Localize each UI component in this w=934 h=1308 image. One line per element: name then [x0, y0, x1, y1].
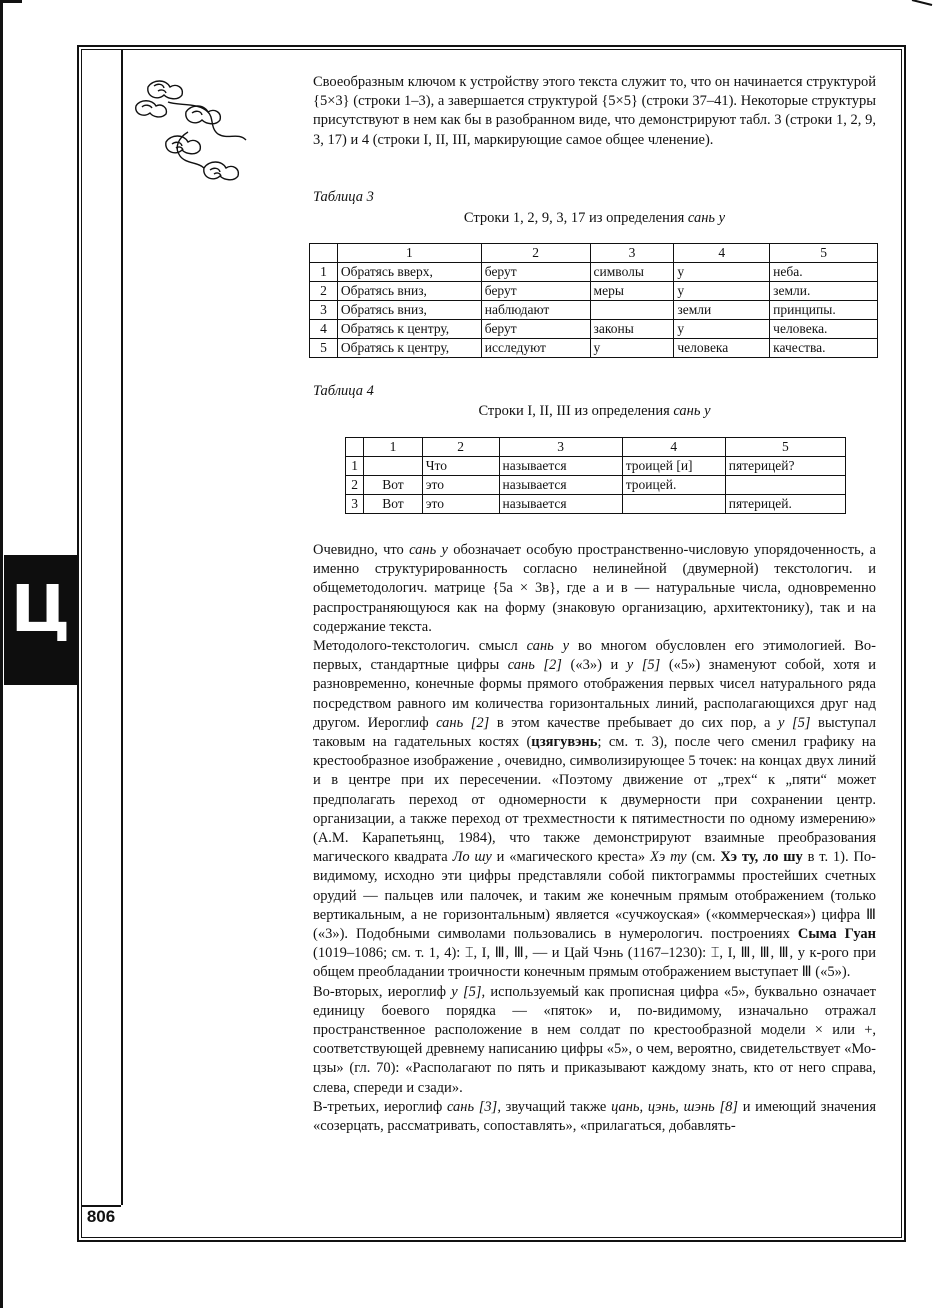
table-row: [346, 457, 846, 476]
table-cell: берут: [481, 263, 590, 282]
table-cell: 4: [310, 320, 338, 339]
table-cell: пятерицей.: [725, 495, 845, 514]
table4-title: Строки I, II, III из определения сань у: [478, 403, 711, 419]
table-cell: человека.: [770, 320, 878, 339]
table-cell: у: [674, 282, 770, 301]
table-row: [346, 495, 846, 514]
table-cell: законы: [590, 320, 674, 339]
table-cell: земли.: [770, 282, 878, 301]
table-header-cell: 3: [590, 244, 674, 263]
table-cell: 1: [310, 263, 338, 282]
table-cell: берут: [481, 320, 590, 339]
table-cell: 3: [310, 301, 338, 320]
table-header-cell: [310, 244, 338, 263]
table-header-cell: 2: [422, 438, 499, 457]
table-header-cell: 2: [481, 244, 590, 263]
table-cell: это: [422, 495, 499, 514]
table-cell: пятерицей?: [725, 457, 845, 476]
table-cell: 3: [346, 495, 364, 514]
table-row: [310, 282, 878, 301]
table3-title: Строки 1, 2, 9, 3, 17 из определения сань у: [463, 210, 726, 226]
table-cell: называется: [499, 495, 622, 514]
table-cell: Обратясь вниз,: [337, 282, 481, 301]
table3-label: Таблица 3: [313, 189, 374, 205]
body-paragraph: Во-вторых, иероглиф у [5], используемый как прописная цифра «5», буквально означает единицу боевого порядка — «пяток» и, по-видимому, изначально отражал пространственное расположение в нем солдат по крестообразной модели × или +, соответствующей древнему написанию цифры «5», о чем, вероятно, свидетельствует «Мо-цзы» (гл. 70): «Располагают по пять и приказывают каждому знать, кто от него справа, слева, спереди и сзади».: [313, 983, 876, 1096]
table-cell: наблюдают: [481, 301, 590, 320]
table-cell: меры: [590, 282, 674, 301]
table-cell: Вот: [364, 476, 423, 495]
sidebar-divider: [121, 49, 123, 1205]
table-row: [310, 339, 878, 358]
body-text: [313, 541, 876, 1136]
table-cell: 2: [346, 476, 364, 495]
table-cell: [590, 301, 674, 320]
body-paragraph: В-третьих, иероглиф сань [3], звучащий также цань, цэнь, шэнь [8] и имеющий значения «созерцать, рассматривать, сопоставлять», «прилагаться, добавлять-: [313, 1098, 876, 1135]
table-cell: неба.: [770, 263, 878, 282]
table-row: [310, 301, 878, 320]
table-cell: принципы.: [770, 301, 878, 320]
table-cell: Обратясь вниз,: [337, 301, 481, 320]
table-header-cell: 1: [337, 244, 481, 263]
table-header-cell: 4: [622, 438, 725, 457]
table-row: [310, 263, 878, 282]
table-cell: качества.: [770, 339, 878, 358]
table-cell: берут: [481, 282, 590, 301]
page-number: 806: [86, 1207, 116, 1226]
table-cell: называется: [499, 457, 622, 476]
table-cell: у: [674, 263, 770, 282]
table-cell: символы: [590, 263, 674, 282]
cloud-ornament-icon: [128, 72, 278, 192]
table-header-cell: 3: [499, 438, 622, 457]
section-letter: Ц: [10, 573, 71, 647]
table-cell: 2: [310, 282, 338, 301]
table-cell: [725, 476, 845, 495]
table-cell: исследуют: [481, 339, 590, 358]
table-cell: называется: [499, 476, 622, 495]
top-edge-rule: [0, 0, 22, 3]
table-cell: это: [422, 476, 499, 495]
table-header-cell: 1: [364, 438, 423, 457]
table-row: [346, 476, 846, 495]
table-header-cell: 5: [770, 244, 878, 263]
body-paragraph: Методолого-текстологич. смысл сань у во многом обусловлен его этимологией. Во-первых, стандартные цифры сань [2] («3») и у [5] («5») знаменуют собой, хотя и разновременно, конечные формы прямого отображения первых чисел натурального ряда посредством равного им количества горизонтальных линий, располагающихся друг над другом. Иероглиф сань [2] в этом качестве пребывает до сих пор, а у [5] выступал таковым на гадательных костях (цзягувэнь; см. т. 3), после чего сменил графику на крестообразное изображение , очевидно, символизирующее 5 точек: на концах двух линий и в центре при их пересечении. «Поэтому движение от „трех“ к „пяти“ может предполагать переход от одномерности к двумерности при сохранении центр. организации, а также переход от трехместности к пятиместности по одному измерению» (А.М. Карапетьянц, 1984), что также демонстрируют взаимные преобразования магического квадрата Ло шу и «магического креста» Хэ ту (см. Хэ ту, ло шу в т. 1). По-видимому, исходно эти цифры представляли собой пиктограммы простейших счетных орудий — пальцев или палочек, и таким же конечным прямым отображением (только вертикальным, а не горизонтальным) является «сучжоуская» («коммерческая») цифра Ⅲ («3»). Подобными символами пользовались в нумерологич. построениях Сыма Гуан (1019–1086; см. т. 1, 4): ⌶, I, Ⅲ, Ⅲ, — и Цай Чэнь (1167–1230): ⌶, I, Ⅲ, Ⅲ, Ⅲ, у к-рого при общем преобладании троичности конечным прямым отображением выступает Ⅲ («5»).: [313, 638, 877, 981]
table-header-row: [310, 244, 878, 263]
table-cell: у: [674, 320, 770, 339]
body-paragraph: Очевидно, что сань у обозначает особую пространственно-числовую упорядоченность, а именно структурированность согласно нелинейной (двумерной) текстологич. и общеметодологич. матрице {5a × 3в}, где a и в — натуральные числа, одновременно распространяющуюся как на форму (знаковую организацию, архитектонику), так и на содержание текста.: [313, 542, 876, 635]
table-header-row: [346, 438, 846, 457]
table-cell: троицей.: [622, 476, 725, 495]
table-cell: Обратясь к центру,: [337, 339, 481, 358]
table-cell: [364, 457, 423, 476]
left-edge-rule: [0, 0, 3, 1308]
section-letter-tab: [4, 555, 77, 685]
table-header-cell: 5: [725, 438, 845, 457]
corner-mark: [910, 0, 934, 6]
table-cell: 1: [346, 457, 364, 476]
table-cell: Что: [422, 457, 499, 476]
table-cell: Вот: [364, 495, 423, 514]
table4-label: Таблица 4: [313, 383, 374, 399]
table-header-cell: [346, 438, 364, 457]
table-cell: человека: [674, 339, 770, 358]
table-cell: троицей [и]: [622, 457, 725, 476]
table4: [345, 437, 846, 514]
table-cell: Обратясь к центру,: [337, 320, 481, 339]
table-cell: 5: [310, 339, 338, 358]
table-cell: [622, 495, 725, 514]
table-cell: Обратясь вверх,: [337, 263, 481, 282]
table-row: [310, 320, 878, 339]
table-header-cell: 4: [674, 244, 770, 263]
table-cell: земли: [674, 301, 770, 320]
table3: [309, 243, 878, 358]
intro-paragraph: Своеобразным ключом к устройству этого текста служит то, что он начинается структурой {5×3} (строки 1–3), а завершается структурой {5×5} (строки 37–41). Некоторые структуры присутствуют в нем как бы в разобранном виде, что демонстрируют табл. 3 (строки 1, 2, 9, 3, 17) и 4 (строки I, II, III, маркирующие самое общее членение).: [313, 74, 876, 148]
table-cell: у: [590, 339, 674, 358]
